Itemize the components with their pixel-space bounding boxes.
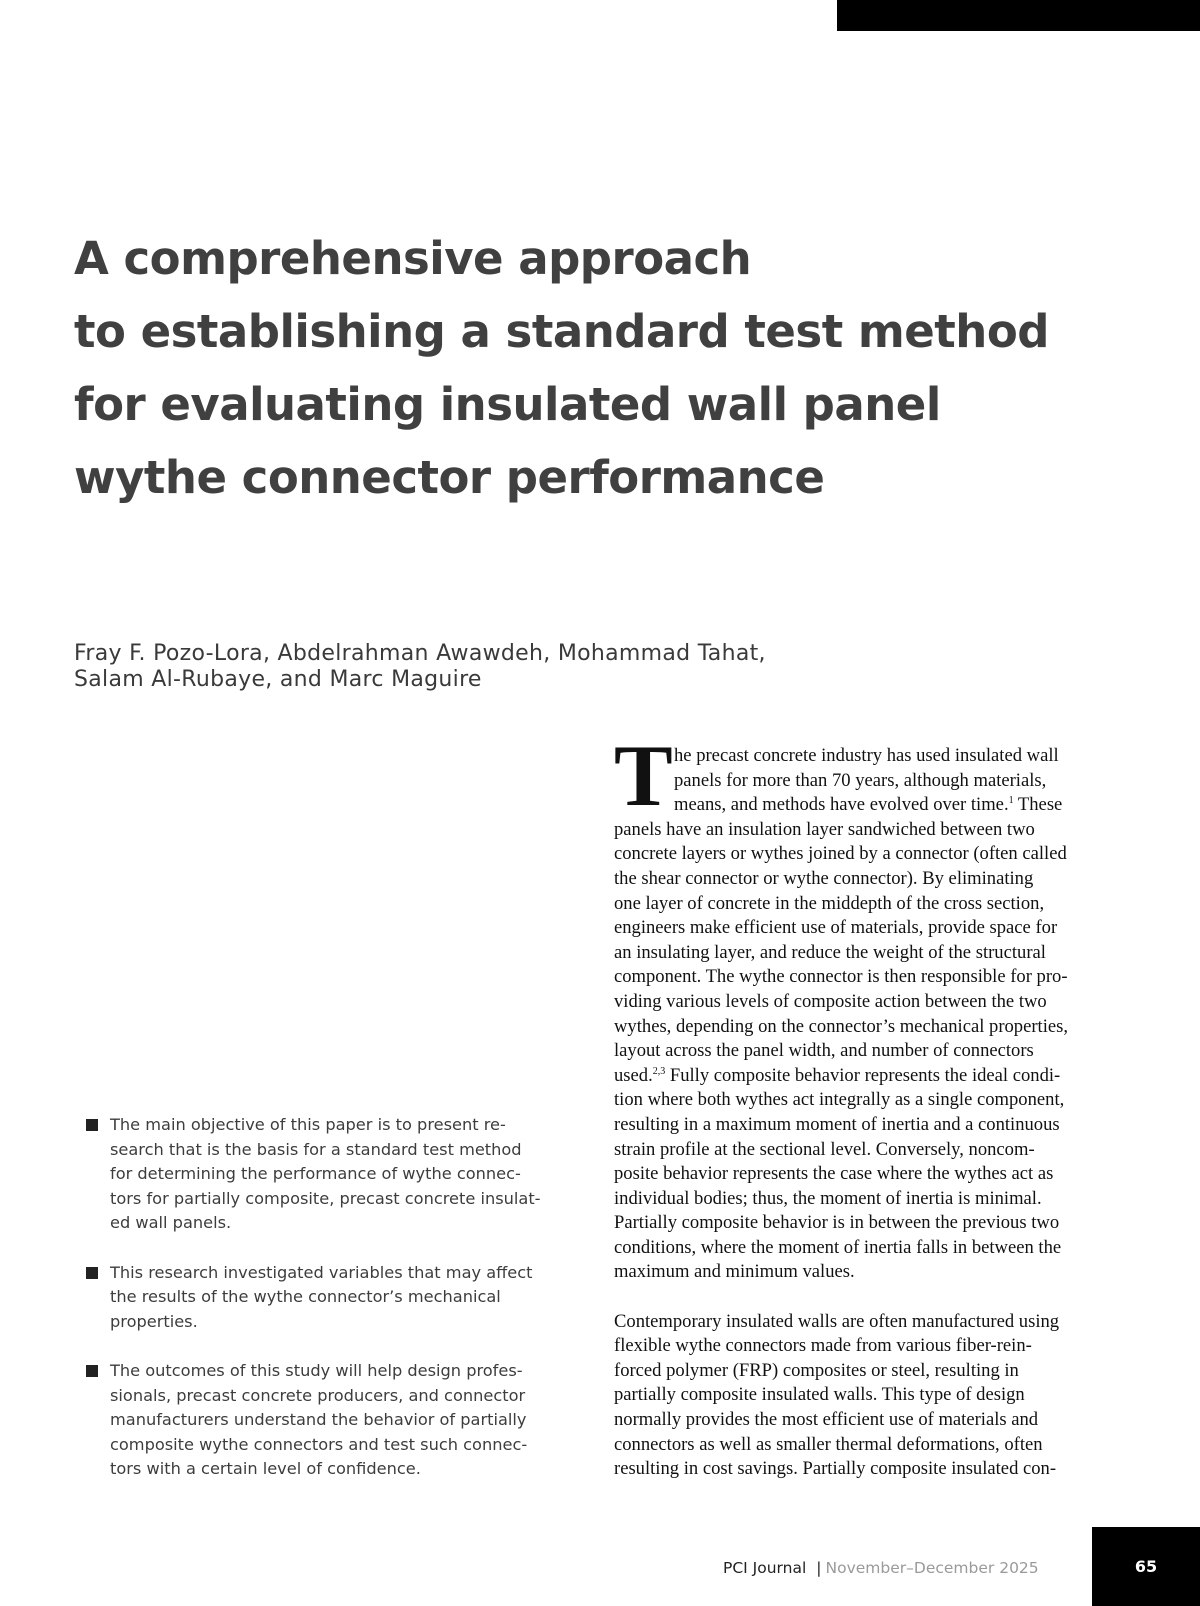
summary-line: tors with a certain level of confidence. bbox=[110, 1459, 421, 1479]
title-line: A comprehensive approach bbox=[74, 232, 752, 285]
body-line bbox=[614, 1064, 1114, 1089]
summary-line: The main objective of this paper is to present re- bbox=[110, 1115, 506, 1134]
journal-name: PCI Journal bbox=[723, 1559, 807, 1577]
summary-line: The outcomes of this study will help design profes- bbox=[110, 1360, 523, 1380]
author-line: Salam Al-Rubaye, and Marc Maguire bbox=[74, 667, 482, 692]
body-line-text: means, and methods have evolved over time. bbox=[674, 794, 1009, 816]
bullet-square-icon bbox=[86, 1267, 98, 1279]
summary-line: composite wythe connectors and test such connec- bbox=[110, 1434, 528, 1454]
page-number: 65 bbox=[1134, 1557, 1158, 1576]
summary-line: ed wall panels. bbox=[110, 1213, 232, 1233]
body-text bbox=[614, 728, 1114, 1482]
title-line: for evaluating insulated wall panel bbox=[74, 378, 941, 431]
body-line-text: used. bbox=[614, 1064, 653, 1086]
body-line: he precast concrete industry has used insulated wall bbox=[674, 745, 1059, 766]
page-number-box bbox=[1092, 1527, 1200, 1606]
body-line-text: These bbox=[1013, 794, 1063, 816]
summary-line: properties. bbox=[110, 1311, 198, 1331]
article-title bbox=[74, 222, 1154, 514]
citation-superscript: 1 bbox=[1008, 795, 1014, 807]
body-line: forced polymer (FRP) composites or steel, resulting in bbox=[614, 1359, 1019, 1381]
summary-line: search that is the basis for a standard test method bbox=[110, 1139, 522, 1159]
summary-line: for determining the performance of wythe connec- bbox=[110, 1164, 521, 1184]
body-line bbox=[614, 793, 1114, 818]
body-line: conditions, where the moment of inertia falls in between the bbox=[614, 1236, 1062, 1258]
body-line: wythes, depending on the connector’s mechanical properties, bbox=[614, 1015, 1069, 1037]
body-line: an insulating layer, and reduce the weight of the structural bbox=[614, 941, 1046, 963]
body-line: partially composite insulated walls. This type of design bbox=[614, 1384, 1025, 1406]
citation-superscript: 2,3 bbox=[652, 1065, 666, 1077]
footer bbox=[723, 1558, 1039, 1578]
body-line: concrete layers or wythes joined by a connector (often called bbox=[614, 843, 1067, 865]
bullet-square-icon bbox=[86, 1365, 98, 1377]
bullet-square-icon bbox=[86, 1119, 98, 1131]
summary-item bbox=[86, 1113, 586, 1236]
body-line: panels for more than 70 years, although materials, bbox=[674, 769, 1047, 791]
body-line: Contemporary insulated walls are often manufactured using bbox=[614, 1310, 1060, 1332]
author-line: Fray F. Pozo-Lora, Abdelrahman Awawdeh, Mohammad Tahat, bbox=[74, 641, 766, 666]
body-line: engineers make efficient use of materials, provide space for bbox=[614, 917, 1058, 939]
title-line: wythe connector performance bbox=[74, 451, 825, 504]
footer-separator: | bbox=[816, 1559, 822, 1577]
body-line: the shear connector or wythe connector). By eliminating bbox=[614, 867, 1034, 889]
body-line: viding various levels of composite action between the two bbox=[614, 990, 1047, 1012]
summary-item bbox=[86, 1359, 586, 1482]
body-line: resulting in cost savings. Partially composite insulated con- bbox=[614, 1458, 1057, 1480]
header-bar bbox=[837, 0, 1200, 31]
summary-line: This research investigated variables that may affect bbox=[110, 1262, 533, 1282]
drop-cap: T bbox=[614, 728, 673, 825]
body-line: resulting in a maximum moment of inertia and a continuous bbox=[614, 1113, 1060, 1135]
body-line: posite behavior represents the case where the wythes act as bbox=[614, 1163, 1054, 1185]
paragraph-gap bbox=[614, 1285, 1114, 1310]
author-list bbox=[74, 641, 1074, 693]
summary-line: tors for partially composite, precast concrete insulat- bbox=[110, 1188, 541, 1208]
body-line: flexible wythe connectors made from various fiber-rein- bbox=[614, 1335, 1032, 1357]
body-line: panels have an insulation layer sandwiched between two bbox=[614, 818, 1035, 840]
summary-bullets bbox=[86, 1113, 586, 1507]
body-line: layout across the panel width, and number of connectors bbox=[614, 1040, 1034, 1062]
body-line: component. The wythe connector is then responsible for pro- bbox=[614, 966, 1068, 988]
summary-line: the results of the wythe connector’s mechanical bbox=[110, 1287, 501, 1307]
body-line: normally provides the most efficient use of materials and bbox=[614, 1409, 1039, 1431]
body-line: strain profile at the sectional level. Conversely, noncom- bbox=[614, 1138, 1035, 1160]
body-line: one layer of concrete in the middepth of the cross section, bbox=[614, 892, 1045, 914]
title-line: to establishing a standard test method bbox=[74, 305, 1049, 358]
body-line: maximum and minimum values. bbox=[614, 1261, 855, 1283]
body-line: connectors as well as smaller thermal deformations, often bbox=[614, 1433, 1043, 1455]
body-line: individual bodies; thus, the moment of inertia is minimal. bbox=[614, 1187, 1042, 1209]
summary-line: manufacturers understand the behavior of partially bbox=[110, 1410, 527, 1430]
body-line: Partially composite behavior is in between the previous two bbox=[614, 1212, 1060, 1234]
body-line-text: Fully composite behavior represents the ideal condi- bbox=[665, 1064, 1061, 1086]
body-line: tion where both wythes act integrally as a single component, bbox=[614, 1089, 1065, 1111]
issue-date: November–December 2025 bbox=[825, 1559, 1039, 1577]
summary-line: sionals, precast concrete producers, and connector bbox=[110, 1385, 526, 1405]
summary-item bbox=[86, 1261, 586, 1335]
